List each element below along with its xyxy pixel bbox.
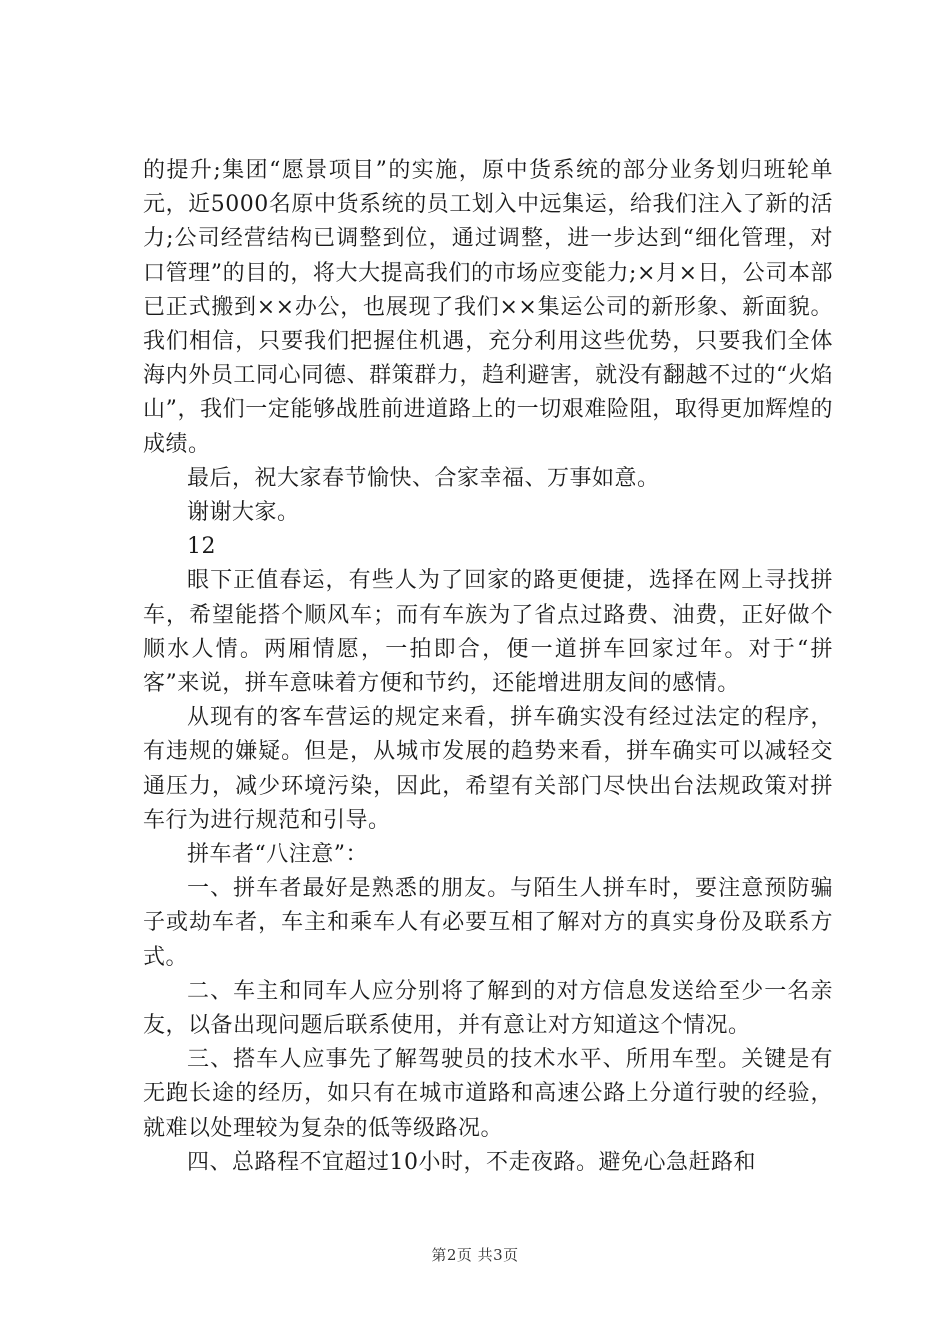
carpool-notes-heading: 拼车者“八注意”： (187, 842, 368, 868)
carpool-note-2: 二、车主和同车人应分别将了解到的对方信息发送给至少一名亲友，以备出现问题后联系使用，并有意让对方知道这个情况。 (143, 978, 833, 1039)
page-footer: 第2页 共3页 (431, 1246, 519, 1264)
carpool-note-4: 四、总路程不宜超过10小时，不走夜路。避免心急赶路和 (187, 1149, 756, 1175)
document-body (143, 154, 833, 1180)
paragraph-carpool-regulation: 从现有的客车营运的规定来看，拼车确实没有经过法定的程序，有违规的嫌疑。但是，从城市发展的趋势来看，拼车确实可以减轻交通压力，减少环境污染，因此，希望有关部门尽快出台法规政策对拼车行为进行规范和引导。 (143, 705, 833, 833)
carpool-note-1: 一、拼车者最好是熟悉的朋友。与陌生人拼车时，要注意预防骗子或劫车者，车主和乘车人有必要互相了解对方的真实身份及联系方式。 (143, 876, 833, 970)
paragraph-continuation: 的提升;集团“愿景项目”的实施，原中货系统的部分业务划归班轮单元，近5000名原中货系统的员工划入中远集运，给我们注入了新的活力;公司经营结构已调整到位，通过调整，进一步达到“细化管理，对口管理”的目的，将大大提高我们的市场应变能力;×月×日，公司本部已正式搬到××办公，也展现了我们××集运公司的新形象、新面貌。我们相信，只要我们把握住机遇，充分利用这些优势，只要我们全体海内外员工同心同德、群策群力，趋利避害，就没有翻越不过的“火焰山”，我们一定能够战胜前进道路上的一切艰难险阻，取得更加辉煌的成绩。 (143, 158, 833, 457)
section-number: 12 (187, 534, 216, 560)
paragraph-carpool-intro: 眼下正值春运，有些人为了回家的路更便捷，选择在网上寻找拼车，希望能搭个顺风车；而有车族为了省点过路费、油费，正好做个顺水人情。两厢情愿，一拍即合，便一道拼车回家过年。对于“拼客”来说，拼车意味着方便和节约，还能增进朋友间的感情。 (143, 568, 833, 697)
paragraph-thanks: 谢谢大家。 (187, 500, 300, 526)
paragraph-closing-wishes: 最后，祝大家春节愉快、合家幸福、万事如意。 (187, 465, 660, 491)
carpool-note-3: 三、搭车人应事先了解驾驶员的技术水平、所用车型。关键是有无跑长途的经历，如只有在城市道路和高速公路上分道行驶的经验，就难以处理较为复杂的低等级路况。 (143, 1047, 833, 1141)
